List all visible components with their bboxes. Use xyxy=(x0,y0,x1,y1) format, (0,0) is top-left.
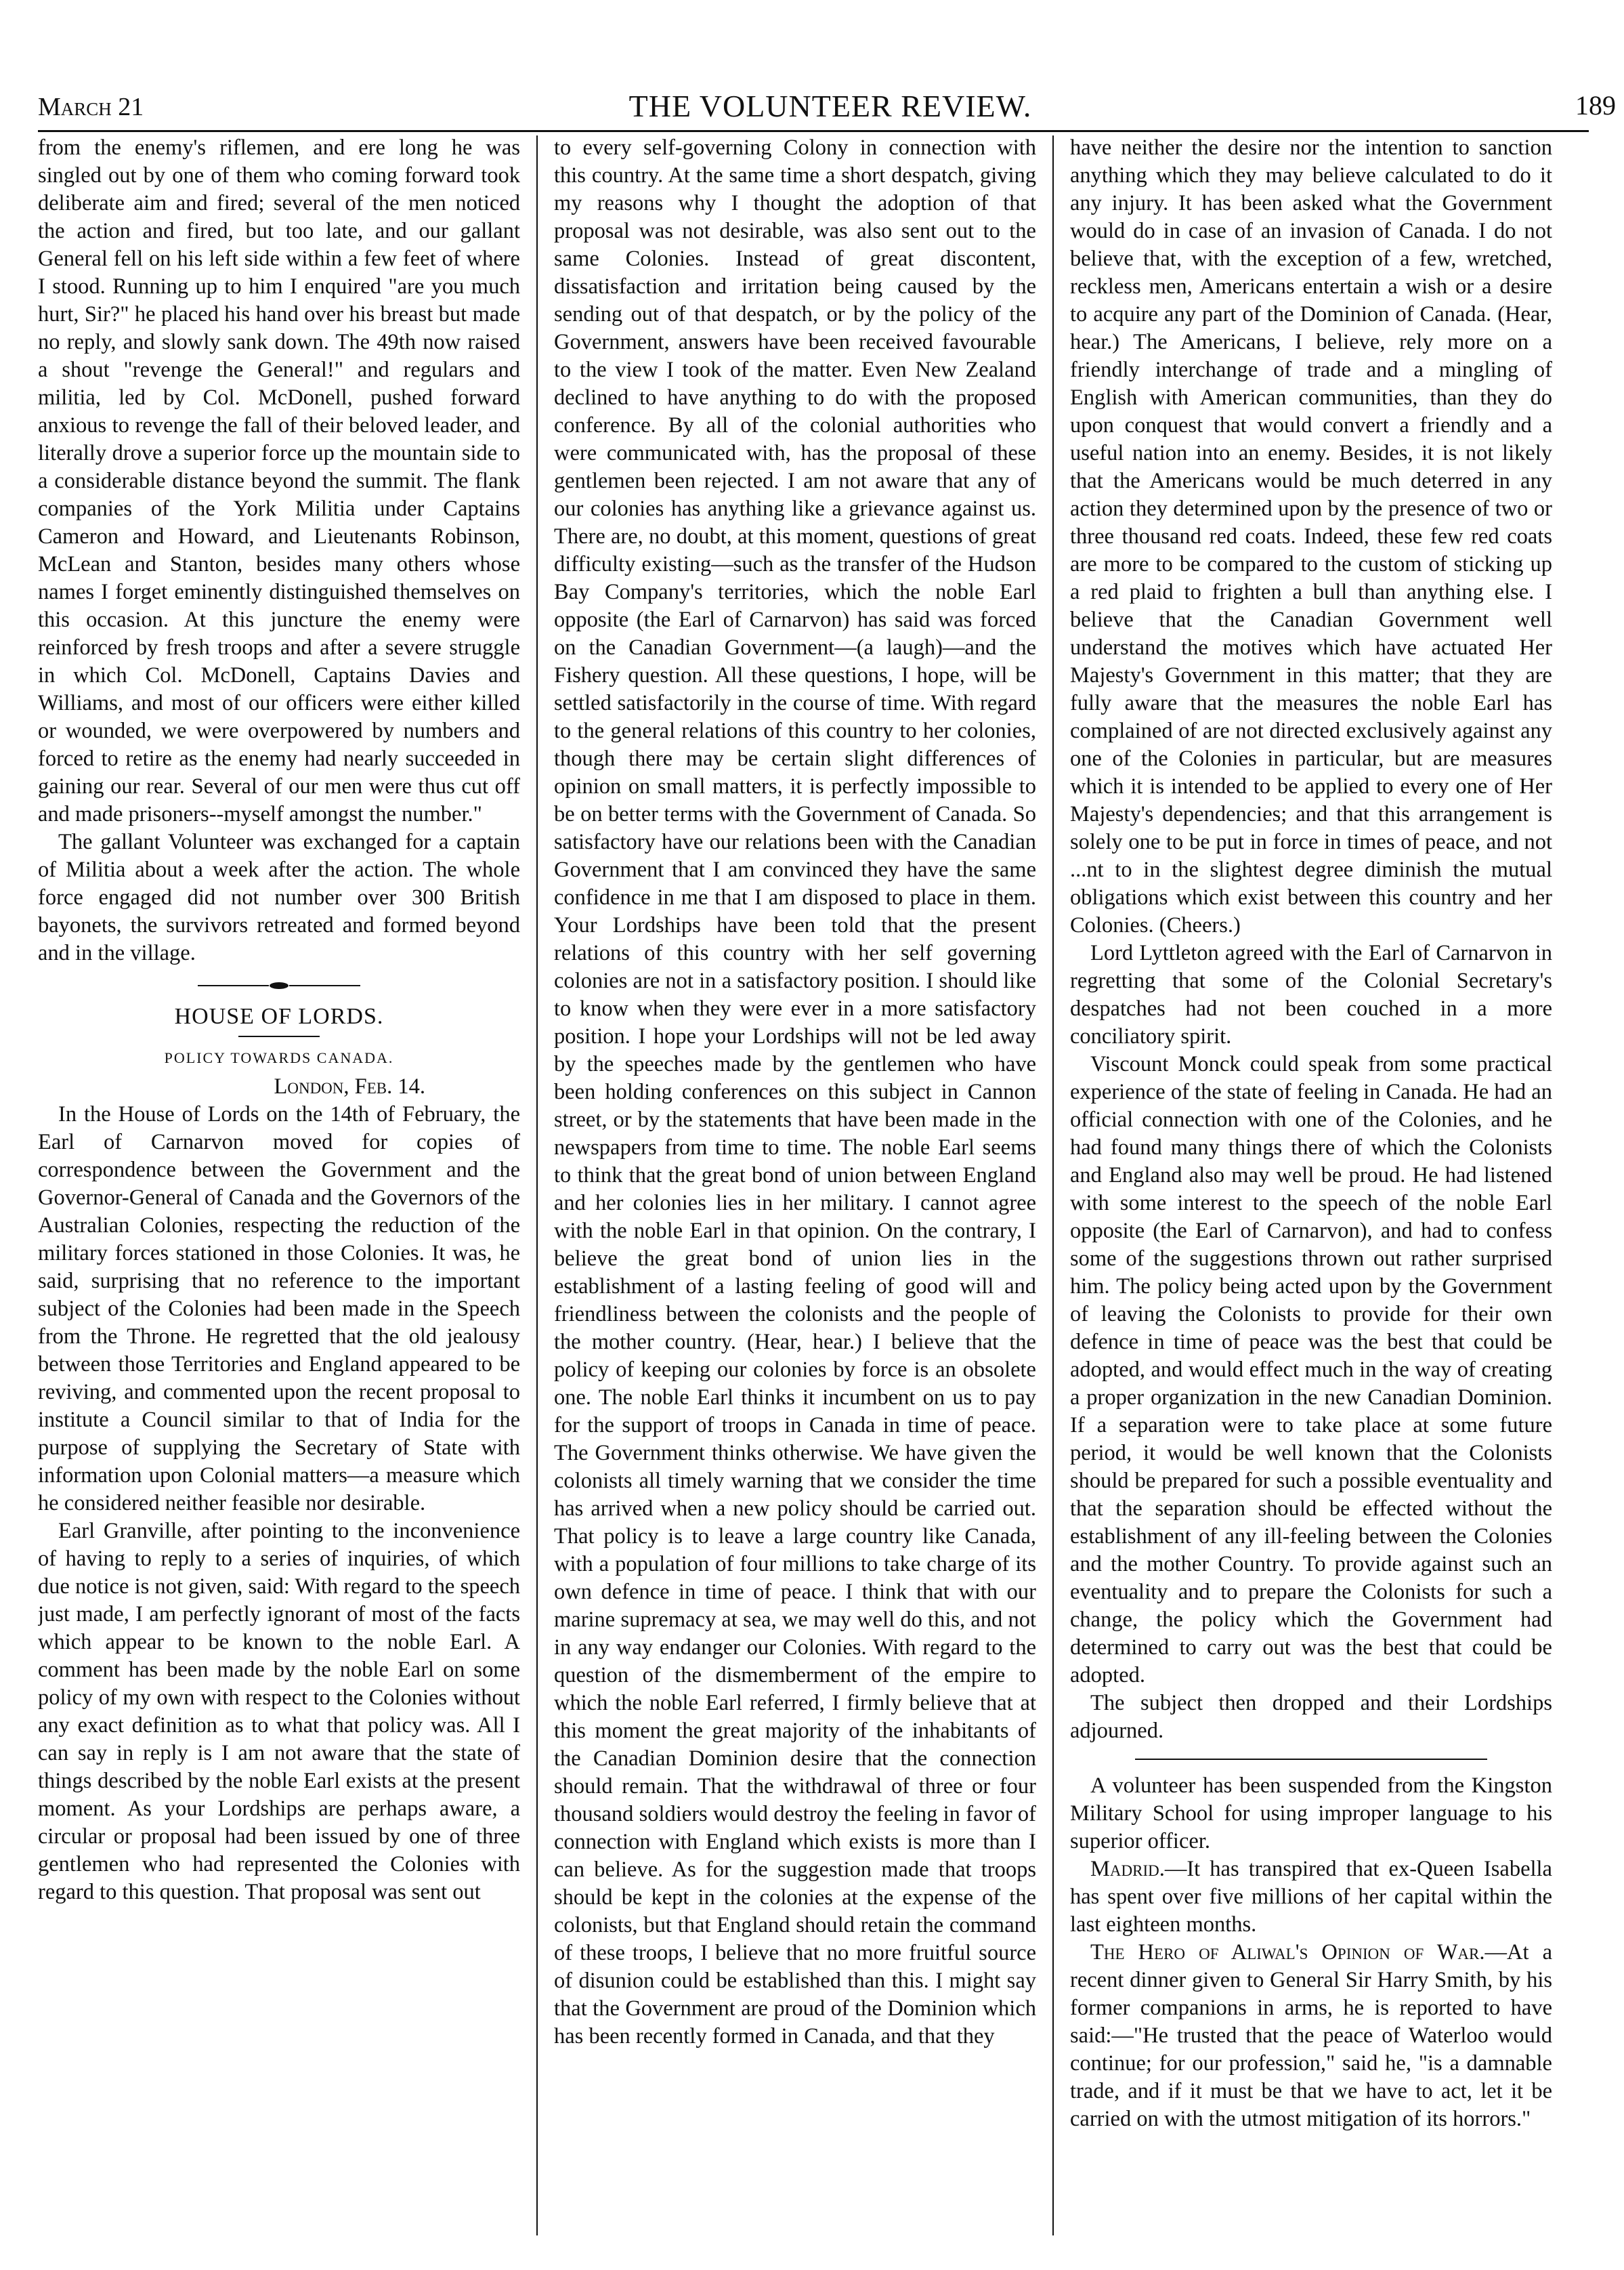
header-date: March 21 xyxy=(38,93,144,121)
news-item xyxy=(1070,1939,1552,2133)
article-paragraph: Lord Lyttleton agreed with the Earl of Carnarvon in regretting that some of the Colonial Secretary's despatches had not been couched in a more conciliatory spirit. xyxy=(1070,941,1552,1049)
news-item-text: —At a recent dinner given to General Sir Harry Smith, by his former companions in arms, he is reported to have said:—"He trusted that the peace of Waterloo would continue; for our profession," said he, "is a damnable trade, and if it must be that we have to act, let it be carried on with the utmost mitigation of its horrors." xyxy=(1070,1940,1552,2131)
news-item-text: —It has transpired that ex-Queen Isabella has spent over five millions of her capital within the last eighteen months. xyxy=(1070,1857,1552,1937)
news-item-lead: Madrid. xyxy=(1090,1857,1165,1881)
section-ornament xyxy=(198,982,360,989)
header-title: THE VOLUNTEER REVIEW. xyxy=(628,89,1032,123)
article-paragraph: The gallant Volunteer was exchanged for a captain of Militia about a week after the action. The whole force engaged did not number over 300 British bayonets, the survivors retreated and formed beyond and in the village. xyxy=(38,830,520,965)
column-divider-2 xyxy=(1052,135,1054,2235)
section-rule xyxy=(238,1036,320,1037)
article-separator xyxy=(1135,1759,1487,1760)
article-paragraph: to every self-governing Colony in connection with this country. At the same time a short despatch, giving my reasons why I thought the adoption of that proposal was not desirable, was also sent out to the same Colonies. Instead of great discontent, dissatisfaction and irritation being caused by the sending out of that despatch, or by the policy of the Government, answers have been received favourable to the view I took of the matter. Even New Zealand declined to have anything to do with the proposed conference. By all of the colonial authorities who were communicated with, has the proposal of these gentlemen been rejected. I am not aware that any of our colonies has anything like a grievance against us. There are, no doubt, at this moment, questions of great difficulty existing—such as the transfer of the Hudson Bay Company's territories, which the noble Earl opposite (the Earl of Carnarvon) has said was forced on the Canadian Government—(a laugh)—and the Fishery question. All these questions, I hope, will be settled satisfactorily in the course of time. With regard to the general relations of this country to her colonies, though there may be certain slight differences of opinion on small matters, it is perfectly impossible to be on better terms with the Government of Canada. So satisfactory have our relations been with the Canadian Government that I am convinced they have the same confidence in me that I am disposed to place in them. Your Lordships have been told that the present relations of this country with her self governing colonies are not in a satisfactory position. I should like to know when they were ever in a more satisfactory position. I hope your Lordships will not be led away by the speeches made by the gentlemen who have been holding conferences on this subject in Cannon street, or by the statements that have been made in the newspapers from time to time. The noble Earl seems to think that the great bond of union between England and her colonies lies in her military. I cannot agree with the noble Earl in that opinion. On the contrary, I believe the great bond of union lies in the establishment of a lasting feeling of good will and friendliness between the colonists and the people of the mother country. (Hear, hear.) I believe that the policy of keeping our colonies by force is an obsolete one. The noble Earl thinks it incumbent on us to pay for the support of troops in Canada in time of peace. The Government thinks otherwise. We have given the colonists all timely warning that we consider the time has arrived when a new policy should be carried out. That policy is to leave a large country like Canada, with a population of four millions to take charge of its own defence in time of peace. I think that with our marine supremacy at sea, we may well do this, and not in any way endanger our Colonies. With regard to the question of the dismemberment of the empire to which the noble Earl referred, I firmly believe that at this moment the great majority of the inhabitants of the Canadian Dominion desire that the connection should remain. That the withdrawal of three or four thousand soldiers would destroy the feeling in favor of connection with England which exists is more than I can believe. As for the suggestion made that troops should be kept in the colonies at the expense of the colonists, but that England should retain the command of these troops, I believe that no more fruitful source of disunion could be established than this. I might say that the Government are proud of the Dominion which has been recently formed in Canada, and that they xyxy=(554,135,1036,2048)
column-2 xyxy=(554,134,1036,2241)
section-subtitle: POLICY TOWARDS CANADA. xyxy=(164,1049,394,1066)
news-item xyxy=(1070,1855,1552,1939)
article-paragraph: Earl Granville, after pointing to the inconvenience of having to reply to a series of inquiries, of which due notice is not given, said: With regard to the speech just made, I am perfectly ignorant of most of the facts which appear to be known to the noble Earl. A comment has been made by the noble Earl on some policy of my own with respect to the Colonies without any exact definition as to what that policy was. All I can say in reply is I am not aware that the state of things described by the noble Earl exists at the present moment. As your Lordships are perhaps aware, a circular or proposal had been issued by one of three gentlemen who had represented the Colonies with regard to this question. That proposal was sent out xyxy=(38,1519,520,1904)
header-rule xyxy=(38,130,1589,132)
article-paragraph: have neither the desire nor the intention to sanction anything which they may believe calculated to do it any injury. It has been asked what the Government would do in case of an invasion of Canada. I do not believe that, with the exception of a few, wretched, reckless men, Americans entertain a wish or a desire to acquire any part of the Dominion of Canada. (Hear, hear.) The Americans, I believe, rely more on a friendly interchange of trade and a mingling of English with American communities, than they do upon conquest that would convert a friendly and a useful nation into an enemy. Besides, it is not likely that the Americans would be much deterred in any action they determined upon by the presence of two or three thousand red coats. Indeed, these few red coats are more to be compared to the custom of sticking up a red plaid to frighten a bull than anything else. I believe that the Canadian Government well understand the motives which have actuated Her Majesty's Government in this matter; that they are fully aware that the measures the noble Earl has complained of are not directed exclusively against any one of the Colonies in particular, but are measures which it is intended to be applied to every one of Her Majesty's dependencies; and that this arrangement is solely one to be put in force in times of peace, and not ...nt to in the slightest degree diminish the mutual obligations which exist between this country and her Colonies. (Cheers.) xyxy=(1070,135,1552,938)
news-item: A volunteer has been suspended from the Kingston Military School for using improper language to his superior officer. xyxy=(1070,1773,1552,1853)
article-paragraph: The subject then dropped and their Lordships adjourned. xyxy=(1070,1691,1552,1743)
article-paragraph: Viscount Monck could speak from some practical experience of the state of feeling in Canada. He had an official connection with one of the Colonies, and he had found many things there of which the Colonists and England also may well be proud. He had listened with some interest to the speech of the noble Earl opposite (the Earl of Carnarvon), and had to confess some of the suggestions thrown out rather surprised him. The policy being acted upon by the Government of leaving the Colonists to provide for their own defence in time of peace was the best that could be adopted, and would effect much in the way of creating a proper organization in the new Canadian Dominion. If a separation were to take place at some future period, it would be well known that the Colonists should be prepared for such a possible eventuality and that the separation should be effected without the establishment of any ill-feeling between the Colonies and the mother Country. To provide against such an eventuality and to prepare the Colonists for such a change, the policy which the Government had determined to carry out was the best that could be adopted. xyxy=(1070,1052,1552,1687)
section-title: HOUSE OF LORDS. xyxy=(174,1004,384,1029)
header-page-number: 189 xyxy=(1575,90,1616,121)
dateline: London, Feb. 14. xyxy=(274,1074,425,1099)
page-header xyxy=(38,87,1623,127)
column-divider-1 xyxy=(536,135,538,2235)
column-3 xyxy=(1070,134,1552,2241)
article-paragraph: In the House of Lords on the 14th of February, the Earl of Carnarvon moved for copies of correspondence between the Government and the Governor-General of Canada and the Governors of the Australian Colonies, respecting the reduction of the military forces stationed in those Colonies. It was, he said, surprising that no reference to the important subject of the Colonies had been made in the Speech from the Throne. He regretted that the old jealousy between those Territories and England appeared to be reviving, and commented upon the recent proposal to institute a Council similar to that of India for the purpose of supplying the Secretary of State with information upon Colonial matters—a measure which he considered neither feasible nor desirable. xyxy=(38,1102,520,1515)
column-1 xyxy=(38,134,520,2241)
news-item-lead: The Hero of Aliwal's Opinion of War. xyxy=(1090,1940,1485,1964)
article-paragraph: from the enemy's riflemen, and ere long he was singled out by one of them who coming forward took deliberate aim and fired; several of the men noticed the action and fired, but too late, and our gallant General fell on his left side within a few feet of where I stood. Running up to him I enquired "are you much hurt, Sir?" he placed his hand over his breast but made no reply, and slowly sank down. The 49th now raised a shout "revenge the General!" and regulars and militia, led by Col. McDonell, pushed forward anxious to revenge the fall of their beloved leader, and literally drove a superior force up the mountain side to a considerable distance beyond the summit. The flank companies of the York Militia under Captains Cameron and Howard, and Lieutenants Robinson, McLean and Stanton, besides many others whose names I forget eminently distinguished themselves on this occasion. At this juncture the enemy were reinforced by fresh troops and after a severe struggle in which Col. McDonell, Captains Davies and Williams, and most of our officers were either killed or wounded, we were overpowered by numbers and forced to retire as the enemy had nearly succeeded in gaining our rear. Several of our men were thus cut off and made prisoners--myself amongst the number." xyxy=(38,135,520,826)
